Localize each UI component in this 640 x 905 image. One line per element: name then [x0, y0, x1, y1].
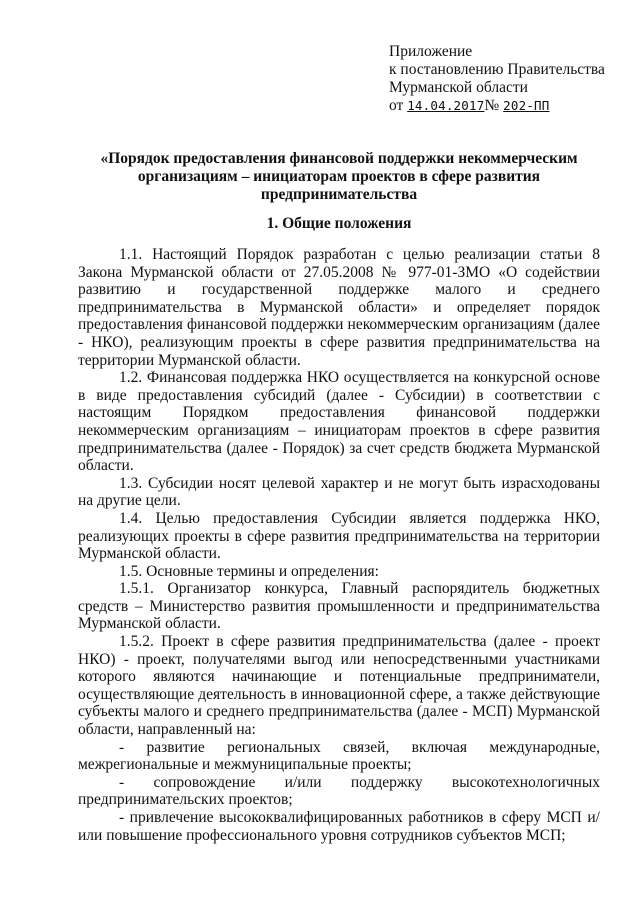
paragraph-1-3: 1.3. Субсидии носят целевой характер и не могут быть израсходованы на другие цели. [78, 474, 600, 510]
list-item-hightech-support: - сопровождение и/или поддержку высокотехнологичных предпринимательских проектов; [78, 773, 600, 809]
appendix-line-3: Мурманской области [389, 79, 528, 96]
appendix-line-2: к постановлению Правительства [389, 61, 605, 78]
list-item-regional-links: - развитие региональных связей, включая международные, межрегиональные и межмуниципальные проекты; [78, 738, 600, 774]
from-prefix: от [389, 97, 404, 114]
number-prefix: № [484, 97, 500, 114]
appendix-date-line [389, 97, 629, 115]
paragraph-1-4: 1.4. Целью предоставления Субсидии является поддержка НКО, реализующих проекты в сфере развития предпринимательства на территории Мурманской области. [78, 509, 600, 563]
paragraph-1-2: 1.2. Финансовая поддержка НКО осуществляется на конкурсной основе в виде предоставления субсидий (далее - Субсидии) в соответствии с настоящим Порядком предоставления финансовой поддержки некоммерческим организациям – инициаторам проектов в сфере развития предпринимательства (далее - Порядок) за счет средств бюджета Мурманской области. [78, 369, 600, 475]
paragraph-1-5: 1.5. Основные термины и определения: [119, 562, 379, 580]
resolution-date: 14.04.2017 [407, 98, 485, 113]
appendix-block [389, 43, 629, 115]
paragraph-1-5-2: 1.5.2. Проект в сфере развития предпринимательства (далее - проект НКО) - проект, получателями выгод или непосредственными участниками которого являются начинающие и потенциальные предприниматели, осуществляющие деятельность в инновационной сфере, а также действующие субъекты малого и среднего предпринимательства (далее - МСП) Мурманской области, направленный на: [78, 633, 600, 739]
appendix-line-1: Приложение [389, 43, 473, 60]
paragraph-1-1: 1.1. Настоящий Порядок разработан с целью реализации статьи 8 Закона Мурманской области от 27.05.2008 № 977-01-ЗМО «О содействии развитию и государственной поддержке малого и среднего предпринимательства в Мурманской области» и определяет порядок предоставления финансовой поддержки некоммерческим организациям (далее - НКО), реализующим проекты в сфере развития предпринимательства на территории Мурманской области. [78, 246, 600, 369]
document-body [78, 246, 600, 844]
document-title: «Порядок предоставления финансовой поддержки некоммерческим организациям – инициаторам проектов в сфере развития предпринимательства [100, 150, 578, 203]
resolution-number: 202-ПП [503, 98, 550, 113]
list-item-qualified-workers: - привлечение высококвалифицированных работников в сферу МСП и/или повышение профессионального уровня сотрудников субъектов МСП; [78, 809, 600, 844]
paragraph-1-5-1: 1.5.1. Организатор конкурса, Главный распорядитель бюджетных средств – Министерство развития промышленности и предпринимательства Мурманской области. [78, 580, 600, 633]
section-heading: 1. Общие положения [266, 215, 412, 232]
